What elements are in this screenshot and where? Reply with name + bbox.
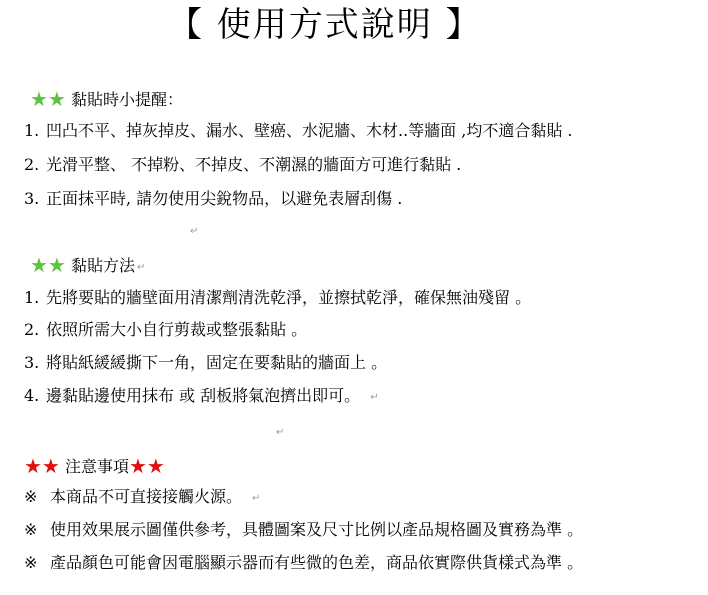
- red-stars-icon: ★★: [128, 454, 165, 478]
- item-text: 使用效果展示圖僅供參考，具體圖案及尺寸比例以產品規格圖及實務為準 。: [50, 520, 584, 539]
- notes-item-1: [24, 486, 260, 510]
- method-item-1: [24, 287, 531, 309]
- method-item-2: [24, 319, 307, 341]
- method-item-4: [24, 385, 379, 409]
- item-number: 3.: [24, 189, 40, 208]
- item-text: 凹凸不平、掉灰掉皮、漏水、壁癌、水泥牆、木材..等牆面 ,均不適合黏貼 .: [46, 121, 573, 140]
- notes-heading-text: 注意事項: [64, 457, 129, 476]
- paragraph-mark-icon: ↵: [252, 493, 261, 504]
- item-text: 本商品不可直接接觸火源。: [50, 487, 243, 506]
- tips-heading: [30, 88, 183, 111]
- item-text: 依照所需大小自行剪裁或整張黏貼 。: [46, 320, 308, 339]
- page-title: 【 使用方式說明 】: [168, 5, 482, 45]
- notes-item-3: [24, 552, 583, 574]
- note-mark: ※: [24, 553, 38, 572]
- paragraph-mark-icon: ↵: [190, 226, 199, 237]
- item-number: 1.: [24, 121, 40, 140]
- item-text: 正面抹平時, 請勿使用尖銳物品，以避免表層刮傷 .: [46, 189, 403, 208]
- item-number: 4.: [24, 386, 40, 405]
- item-text: 將貼紙緩緩撕下一角，固定在要黏貼的牆面上 。: [46, 353, 388, 372]
- note-mark: ※: [24, 487, 38, 506]
- tips-item-1: [24, 120, 573, 142]
- green-stars-icon: ★★: [30, 87, 66, 111]
- tips-item-2: [24, 154, 461, 176]
- method-item-3: [24, 352, 387, 374]
- notes-heading: [24, 455, 165, 478]
- item-number: 2.: [24, 155, 40, 174]
- item-text: 產品顏色可能會因電腦顯示器而有些微的色差，商品依實際供貨樣式為準 。: [50, 553, 584, 572]
- paragraph-mark-icon: ↵: [136, 262, 146, 273]
- tips-heading-text: 黏貼時小提醒：: [70, 90, 183, 109]
- item-number: 2.: [24, 320, 40, 339]
- item-number: 3.: [24, 353, 40, 372]
- item-text: 光滑平整、 不掉粉、不掉皮、不潮濕的牆面方可進行黏貼 .: [46, 155, 462, 174]
- note-mark: ※: [24, 520, 38, 539]
- tips-item-3: [24, 188, 402, 210]
- method-heading: [30, 254, 145, 279]
- notes-item-2: [24, 519, 583, 541]
- item-number: 1.: [24, 288, 40, 307]
- method-heading-text: 黏貼方法: [70, 256, 135, 275]
- paragraph-mark-icon: ↵: [370, 392, 379, 403]
- paragraph-mark-icon: ↵: [276, 427, 285, 438]
- red-stars-icon: ★★: [24, 454, 60, 478]
- item-text: 邊黏貼邊使用抹布 或 刮板將氣泡擠出即可。: [46, 386, 361, 405]
- item-text: 先將要貼的牆壁面用清潔劑清洗乾淨，並擦拭乾淨，確保無油殘留 。: [46, 288, 532, 307]
- green-stars-icon: ★★: [30, 253, 66, 277]
